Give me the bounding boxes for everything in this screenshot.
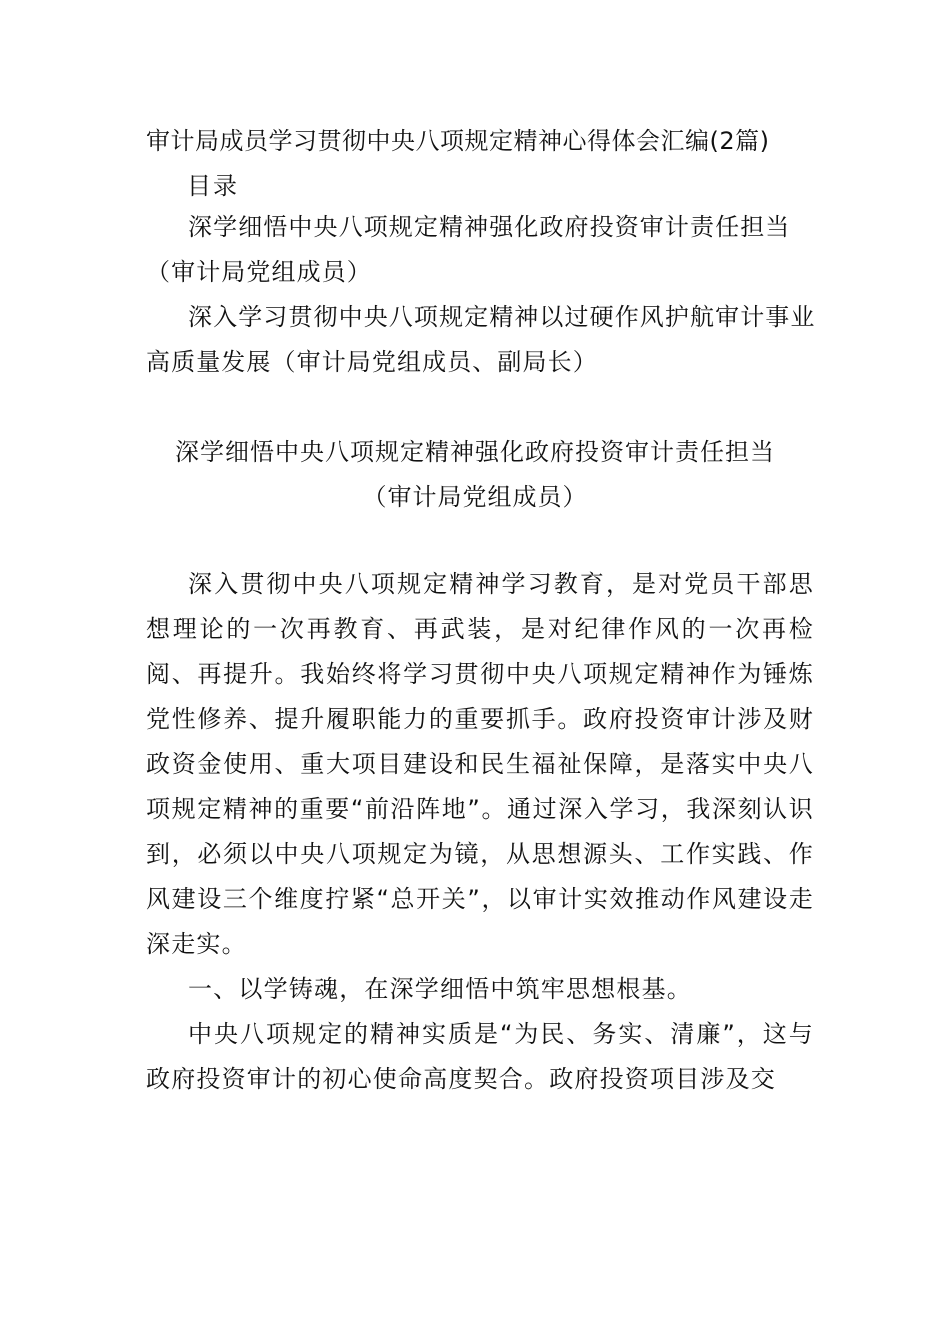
article-title-block [120,430,830,520]
article-body [146,562,814,1102]
body-paragraph: 深入贯彻中央八项规定精神学习教育，是对党员干部思想理论的一次再教育、再武装，是对纪律作风的一次再检阅、再提升。我始终将学习贯彻中央八项规定精神作为锤炼党性修养、提升履职能力的重要抓手。政府投资审计涉及财政资金使用、重大项目建设和民生福祉保障，是落实中央八项规定精神的重要“前沿阵地”。通过深入学习，我深刻认识到，必须以中央八项规定为镜，从思想源头、工作实践、作风建设三个维度拧紧“总开关”，以审计实效推动作风建设走深走实。 [146,570,814,958]
toc-item: 深入学习贯彻中央八项规定精神以过硬作风护航审计事业高质量发展（审计局党组成员、副局长） [146,303,816,376]
article-title: 深学细悟中央八项规定精神强化政府投资审计责任担当 [175,438,775,466]
article-subtitle: （审计局党组成员） [362,483,588,511]
document-title: 审计局成员学习贯彻中央八项规定精神心得体会汇编(2篇) [146,127,770,155]
body-paragraph: 中央八项规定的精神实质是“为民、务实、清廉”，这与政府投资审计的初心使命高度契合。政府投资项目涉及交 [146,1020,814,1093]
toc-heading: 目录 [187,172,239,200]
section-heading: 一、以学铸魂，在深学细悟中筑牢思想根基。 [188,975,692,1003]
toc-item: 深学细悟中央八项规定精神强化政府投资审计责任担当（审计局党组成员） [146,213,791,286]
